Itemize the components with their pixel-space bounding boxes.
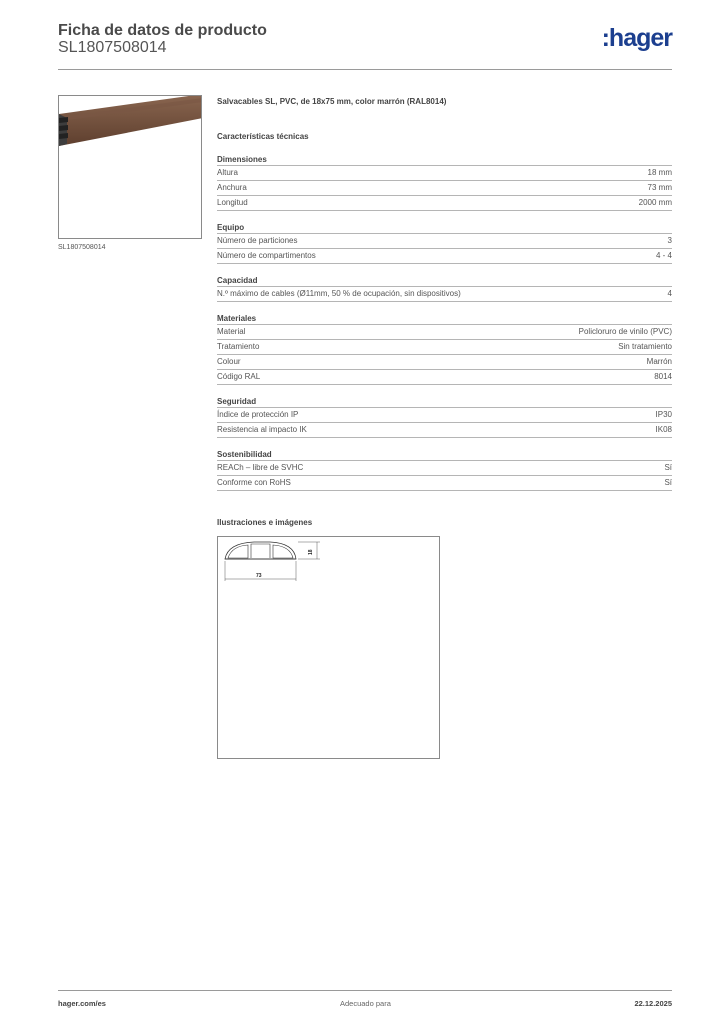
footer-date: 22.12.2025 [634, 999, 672, 1008]
spec-value: 4 - 4 [655, 251, 672, 260]
cable-duct-icon [59, 96, 202, 239]
spec-value: 8014 [654, 372, 672, 381]
spec-label: Tratamiento [217, 342, 260, 351]
spec-label: N.º máximo de cables (Ø11mm, 50 % de ocupación, sin dispositivos) [217, 289, 461, 298]
tech-title: Características técnicas [217, 132, 309, 141]
spec-label: Longitud [217, 198, 248, 207]
spec-value: 2000 mm [638, 198, 672, 207]
spec-label: Número de compartimentos [217, 251, 316, 260]
spec-row [217, 196, 672, 211]
spec-row [217, 249, 672, 264]
section-sostenibilidad [217, 449, 672, 491]
section-equipo [217, 222, 672, 264]
spec-row [217, 340, 672, 355]
spec-label: Número de particiones [217, 236, 298, 245]
spec-value: 4 [667, 289, 672, 298]
spec-label: REACh – libre de SVHC [217, 463, 304, 472]
spec-value: Marrón [646, 357, 672, 366]
spec-label: Colour [217, 357, 241, 366]
spec-row [217, 461, 672, 476]
footer-suitable-for: Adecuado para [340, 999, 391, 1008]
spec-value: Sí [664, 463, 672, 472]
spec-value: IK08 [655, 425, 672, 434]
spec-label: Código RAL [217, 372, 261, 381]
product-image [58, 95, 202, 239]
spec-value: 3 [667, 236, 672, 245]
spec-row [217, 234, 672, 249]
hager-logo[interactable]: :hager [601, 24, 672, 52]
spec-row [217, 423, 672, 438]
section-capacidad [217, 275, 672, 302]
spec-row [217, 408, 672, 423]
document-title: Ficha de datos de producto [58, 22, 267, 39]
illustrations-title: Ilustraciones e imágenes [217, 518, 313, 527]
spec-row [217, 181, 672, 196]
cross-section-drawing [218, 537, 439, 758]
section-title: Seguridad [217, 396, 672, 408]
spec-value: Policloruro de vinilo (PVC) [578, 327, 672, 336]
section-seguridad [217, 396, 672, 438]
section-materiales [217, 313, 672, 385]
spec-row [217, 370, 672, 385]
spec-label: Conforme con RoHS [217, 478, 291, 487]
spec-label: Índice de protección IP [217, 410, 299, 419]
spec-value: Sí [664, 478, 672, 487]
section-title: Equipo [217, 222, 672, 234]
product-details [217, 96, 672, 491]
height-dimension-label: 18 [308, 549, 314, 555]
spec-label: Anchura [217, 183, 247, 192]
page-footer [58, 990, 672, 1012]
section-title: Capacidad [217, 275, 672, 287]
section-title: Dimensiones [217, 154, 672, 166]
section-title: Sostenibilidad [217, 449, 672, 461]
product-code: SL1807508014 [58, 39, 167, 56]
spec-row [217, 476, 672, 491]
spec-value: IP30 [655, 410, 672, 419]
spec-value: 18 mm [647, 168, 672, 177]
spec-row [217, 166, 672, 181]
spec-label: Material [217, 327, 246, 336]
spec-value: Sin tratamiento [618, 342, 672, 351]
section-title: Materiales [217, 313, 672, 325]
website-link[interactable]: hager.com/es [58, 999, 106, 1008]
spec-row [217, 287, 672, 302]
page-header [58, 20, 672, 70]
width-dimension-label: 73 [256, 573, 262, 579]
spec-row [217, 355, 672, 370]
technical-drawing [217, 536, 440, 759]
product-description: Salvacables SL, PVC, de 18x75 mm, color marrón (RAL8014) [217, 97, 447, 106]
spec-label: Resistencia al impacto IK [217, 425, 307, 434]
spec-label: Altura [217, 168, 238, 177]
section-dimensiones [217, 154, 672, 211]
image-caption: SL1807508014 [58, 244, 106, 251]
spec-row [217, 325, 672, 340]
spec-value: 73 mm [647, 183, 672, 192]
